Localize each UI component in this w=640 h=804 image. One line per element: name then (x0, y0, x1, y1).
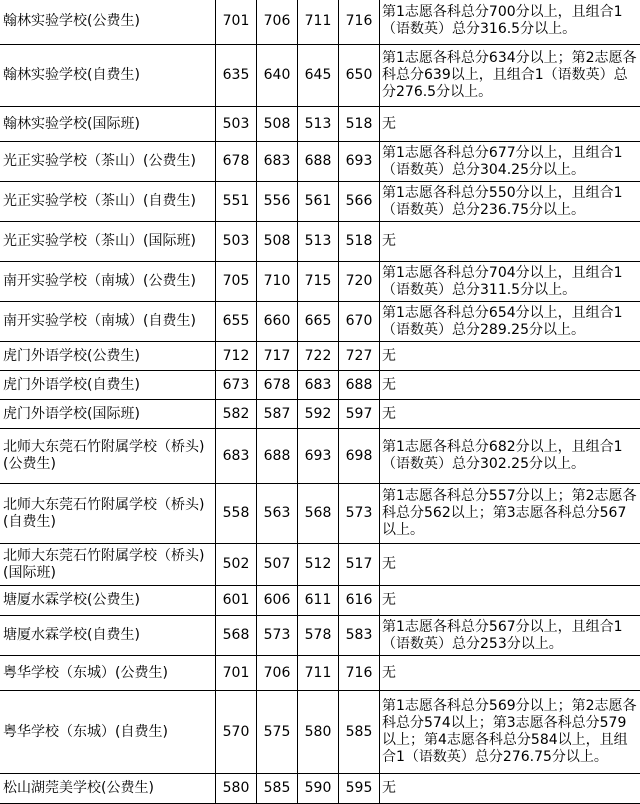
table-row (0, 586, 640, 616)
school-name-cell: 塘厦水霖学校(公费生) (0, 586, 216, 616)
requirement-note-cell: 无 (380, 371, 640, 400)
table-row (0, 774, 640, 804)
school-name-cell: 虎门外语学校(国际班) (0, 400, 216, 429)
score-cell-4: 595 (339, 774, 380, 804)
requirement-note-cell: 第1志愿各科总分700分以上，且组合1（语数英）总分316.5分以上。 (380, 0, 640, 45)
table-row (0, 484, 640, 544)
table-row (0, 0, 640, 45)
score-cell-2: 556 (257, 182, 298, 222)
requirement-note-cell: 第1志愿各科总分557分以上；第2志愿各科总分562以上；第3志愿各科总分567以上。 (380, 484, 640, 544)
score-cell-2: 573 (257, 616, 298, 656)
score-cell-3: 645 (298, 45, 339, 107)
school-name-cell: 松山湖莞美学校(公费生) (0, 774, 216, 804)
score-cell-4: 573 (339, 484, 380, 544)
score-cell-2: 688 (257, 429, 298, 484)
score-cell-2: 706 (257, 656, 298, 691)
score-cell-3: 693 (298, 429, 339, 484)
requirement-note-cell: 无 (380, 586, 640, 616)
score-cell-1: 705 (216, 262, 257, 302)
table-row (0, 371, 640, 400)
score-cell-4: 716 (339, 656, 380, 691)
school-name-cell: 光正实验学校（茶山）(国际班) (0, 222, 216, 262)
score-cell-3: 568 (298, 484, 339, 544)
requirement-note-cell: 第1志愿各科总分677分以上，且组合1（语数英）总分304.25分以上。 (380, 142, 640, 182)
score-cell-2: 585 (257, 774, 298, 804)
score-cell-1: 503 (216, 222, 257, 262)
school-name-cell: 翰林实验学校(公费生) (0, 0, 216, 45)
score-cell-2: 683 (257, 142, 298, 182)
school-name-cell: 粤华学校（东城）(自费生) (0, 691, 216, 774)
score-cell-1: 683 (216, 429, 257, 484)
requirement-note-cell: 无 (380, 222, 640, 262)
score-cell-2: 563 (257, 484, 298, 544)
school-name-cell: 光正实验学校（茶山）(公费生) (0, 142, 216, 182)
requirement-note-cell: 无 (380, 400, 640, 429)
score-cell-3: 665 (298, 302, 339, 342)
school-name-cell: 翰林实验学校(国际班) (0, 107, 216, 142)
score-cell-3: 513 (298, 107, 339, 142)
table-row (0, 342, 640, 371)
school-name-cell: 光正实验学校（茶山）(自费生) (0, 182, 216, 222)
score-cell-2: 508 (257, 222, 298, 262)
score-cell-1: 601 (216, 586, 257, 616)
score-cell-1: 701 (216, 0, 257, 45)
score-cell-3: 688 (298, 142, 339, 182)
score-cell-1: 568 (216, 616, 257, 656)
requirement-note-cell: 第1志愿各科总分704分以上，且组合1（语数英）总分311.5分以上。 (380, 262, 640, 302)
score-cell-4: 688 (339, 371, 380, 400)
score-cell-3: 578 (298, 616, 339, 656)
score-cell-2: 706 (257, 0, 298, 45)
requirement-note-cell: 第1志愿各科总分634分以上；第2志愿各科总分639以上，且组合1（语数英）总分276.5分以上。 (380, 45, 640, 107)
score-cell-4: 698 (339, 429, 380, 484)
score-cell-1: 701 (216, 656, 257, 691)
school-name-cell: 翰林实验学校(自费生) (0, 45, 216, 107)
table-row (0, 182, 640, 222)
school-name-cell: 虎门外语学校(自费生) (0, 371, 216, 400)
requirement-note-cell: 第1志愿各科总分550分以上，且组合1（语数英）总分236.75分以上。 (380, 182, 640, 222)
score-cell-1: 551 (216, 182, 257, 222)
score-cell-3: 611 (298, 586, 339, 616)
score-cell-3: 592 (298, 400, 339, 429)
score-cell-1: 673 (216, 371, 257, 400)
score-cell-2: 717 (257, 342, 298, 371)
score-cell-1: 712 (216, 342, 257, 371)
score-cell-4: 585 (339, 691, 380, 774)
school-name-cell: 粤华学校（东城）(公费生) (0, 656, 216, 691)
score-cell-2: 606 (257, 586, 298, 616)
table-row (0, 616, 640, 656)
table-row (0, 45, 640, 107)
requirement-note-cell: 第1志愿各科总分569分以上；第2志愿各科总分574以上；第3志愿各科总分579以上；第4志愿各科总分584以上，且组合1（语数英）总分276.75分以上。 (380, 691, 640, 774)
score-cell-3: 580 (298, 691, 339, 774)
score-cell-3: 711 (298, 0, 339, 45)
score-cell-2: 660 (257, 302, 298, 342)
table-row (0, 142, 640, 182)
school-name-cell: 南开实验学校（南城）(公费生) (0, 262, 216, 302)
score-cell-4: 727 (339, 342, 380, 371)
table-row (0, 656, 640, 691)
table-row (0, 222, 640, 262)
score-cell-1: 580 (216, 774, 257, 804)
requirement-note-cell: 无 (380, 342, 640, 371)
score-cell-3: 683 (298, 371, 339, 400)
requirement-note-cell: 第1志愿各科总分682分以上，且组合1（语数英）总分302.25分以上。 (380, 429, 640, 484)
score-cell-1: 582 (216, 400, 257, 429)
score-cell-3: 512 (298, 544, 339, 586)
score-cell-1: 502 (216, 544, 257, 586)
table-row (0, 691, 640, 774)
table-row (0, 107, 640, 142)
score-cell-3: 561 (298, 182, 339, 222)
requirement-note-cell: 无 (380, 656, 640, 691)
score-cell-1: 570 (216, 691, 257, 774)
requirement-note-cell: 第1志愿各科总分654分以上，且组合1（语数英）总分289.25分以上。 (380, 302, 640, 342)
score-cell-4: 720 (339, 262, 380, 302)
score-cell-3: 715 (298, 262, 339, 302)
school-name-cell: 北师大东莞石竹附属学校（桥头)(公费生) (0, 429, 216, 484)
score-cell-4: 693 (339, 142, 380, 182)
table-row (0, 429, 640, 484)
score-cell-3: 590 (298, 774, 339, 804)
score-cell-4: 597 (339, 400, 380, 429)
score-cell-3: 711 (298, 656, 339, 691)
score-cell-2: 575 (257, 691, 298, 774)
score-cell-4: 566 (339, 182, 380, 222)
score-cell-4: 716 (339, 0, 380, 45)
table-row (0, 302, 640, 342)
score-cell-1: 655 (216, 302, 257, 342)
score-cell-3: 513 (298, 222, 339, 262)
score-cell-4: 650 (339, 45, 380, 107)
score-cell-4: 517 (339, 544, 380, 586)
score-cell-2: 710 (257, 262, 298, 302)
requirement-note-cell: 第1志愿各科总分567分以上，且组合1（语数英）总分253分以上。 (380, 616, 640, 656)
table-row (0, 544, 640, 586)
school-name-cell: 北师大东莞石竹附属学校（桥头)(国际班) (0, 544, 216, 586)
school-name-cell: 虎门外语学校(公费生) (0, 342, 216, 371)
requirement-note-cell: 无 (380, 544, 640, 586)
score-cell-1: 558 (216, 484, 257, 544)
table-row (0, 400, 640, 429)
score-cell-4: 670 (339, 302, 380, 342)
score-cell-4: 583 (339, 616, 380, 656)
requirement-note-cell: 无 (380, 107, 640, 142)
score-cell-3: 722 (298, 342, 339, 371)
score-cell-2: 640 (257, 45, 298, 107)
score-cell-1: 635 (216, 45, 257, 107)
score-cell-1: 503 (216, 107, 257, 142)
table-row (0, 262, 640, 302)
school-name-cell: 塘厦水霖学校(自费生) (0, 616, 216, 656)
score-cell-2: 508 (257, 107, 298, 142)
score-cell-1: 678 (216, 142, 257, 182)
score-cell-4: 518 (339, 222, 380, 262)
score-cell-2: 587 (257, 400, 298, 429)
score-cell-2: 507 (257, 544, 298, 586)
score-cell-4: 518 (339, 107, 380, 142)
school-name-cell: 北师大东莞石竹附属学校（桥头)(自费生) (0, 484, 216, 544)
score-cell-4: 616 (339, 586, 380, 616)
score-cell-2: 678 (257, 371, 298, 400)
school-name-cell: 南开实验学校（南城）(自费生) (0, 302, 216, 342)
requirement-note-cell: 无 (380, 774, 640, 804)
